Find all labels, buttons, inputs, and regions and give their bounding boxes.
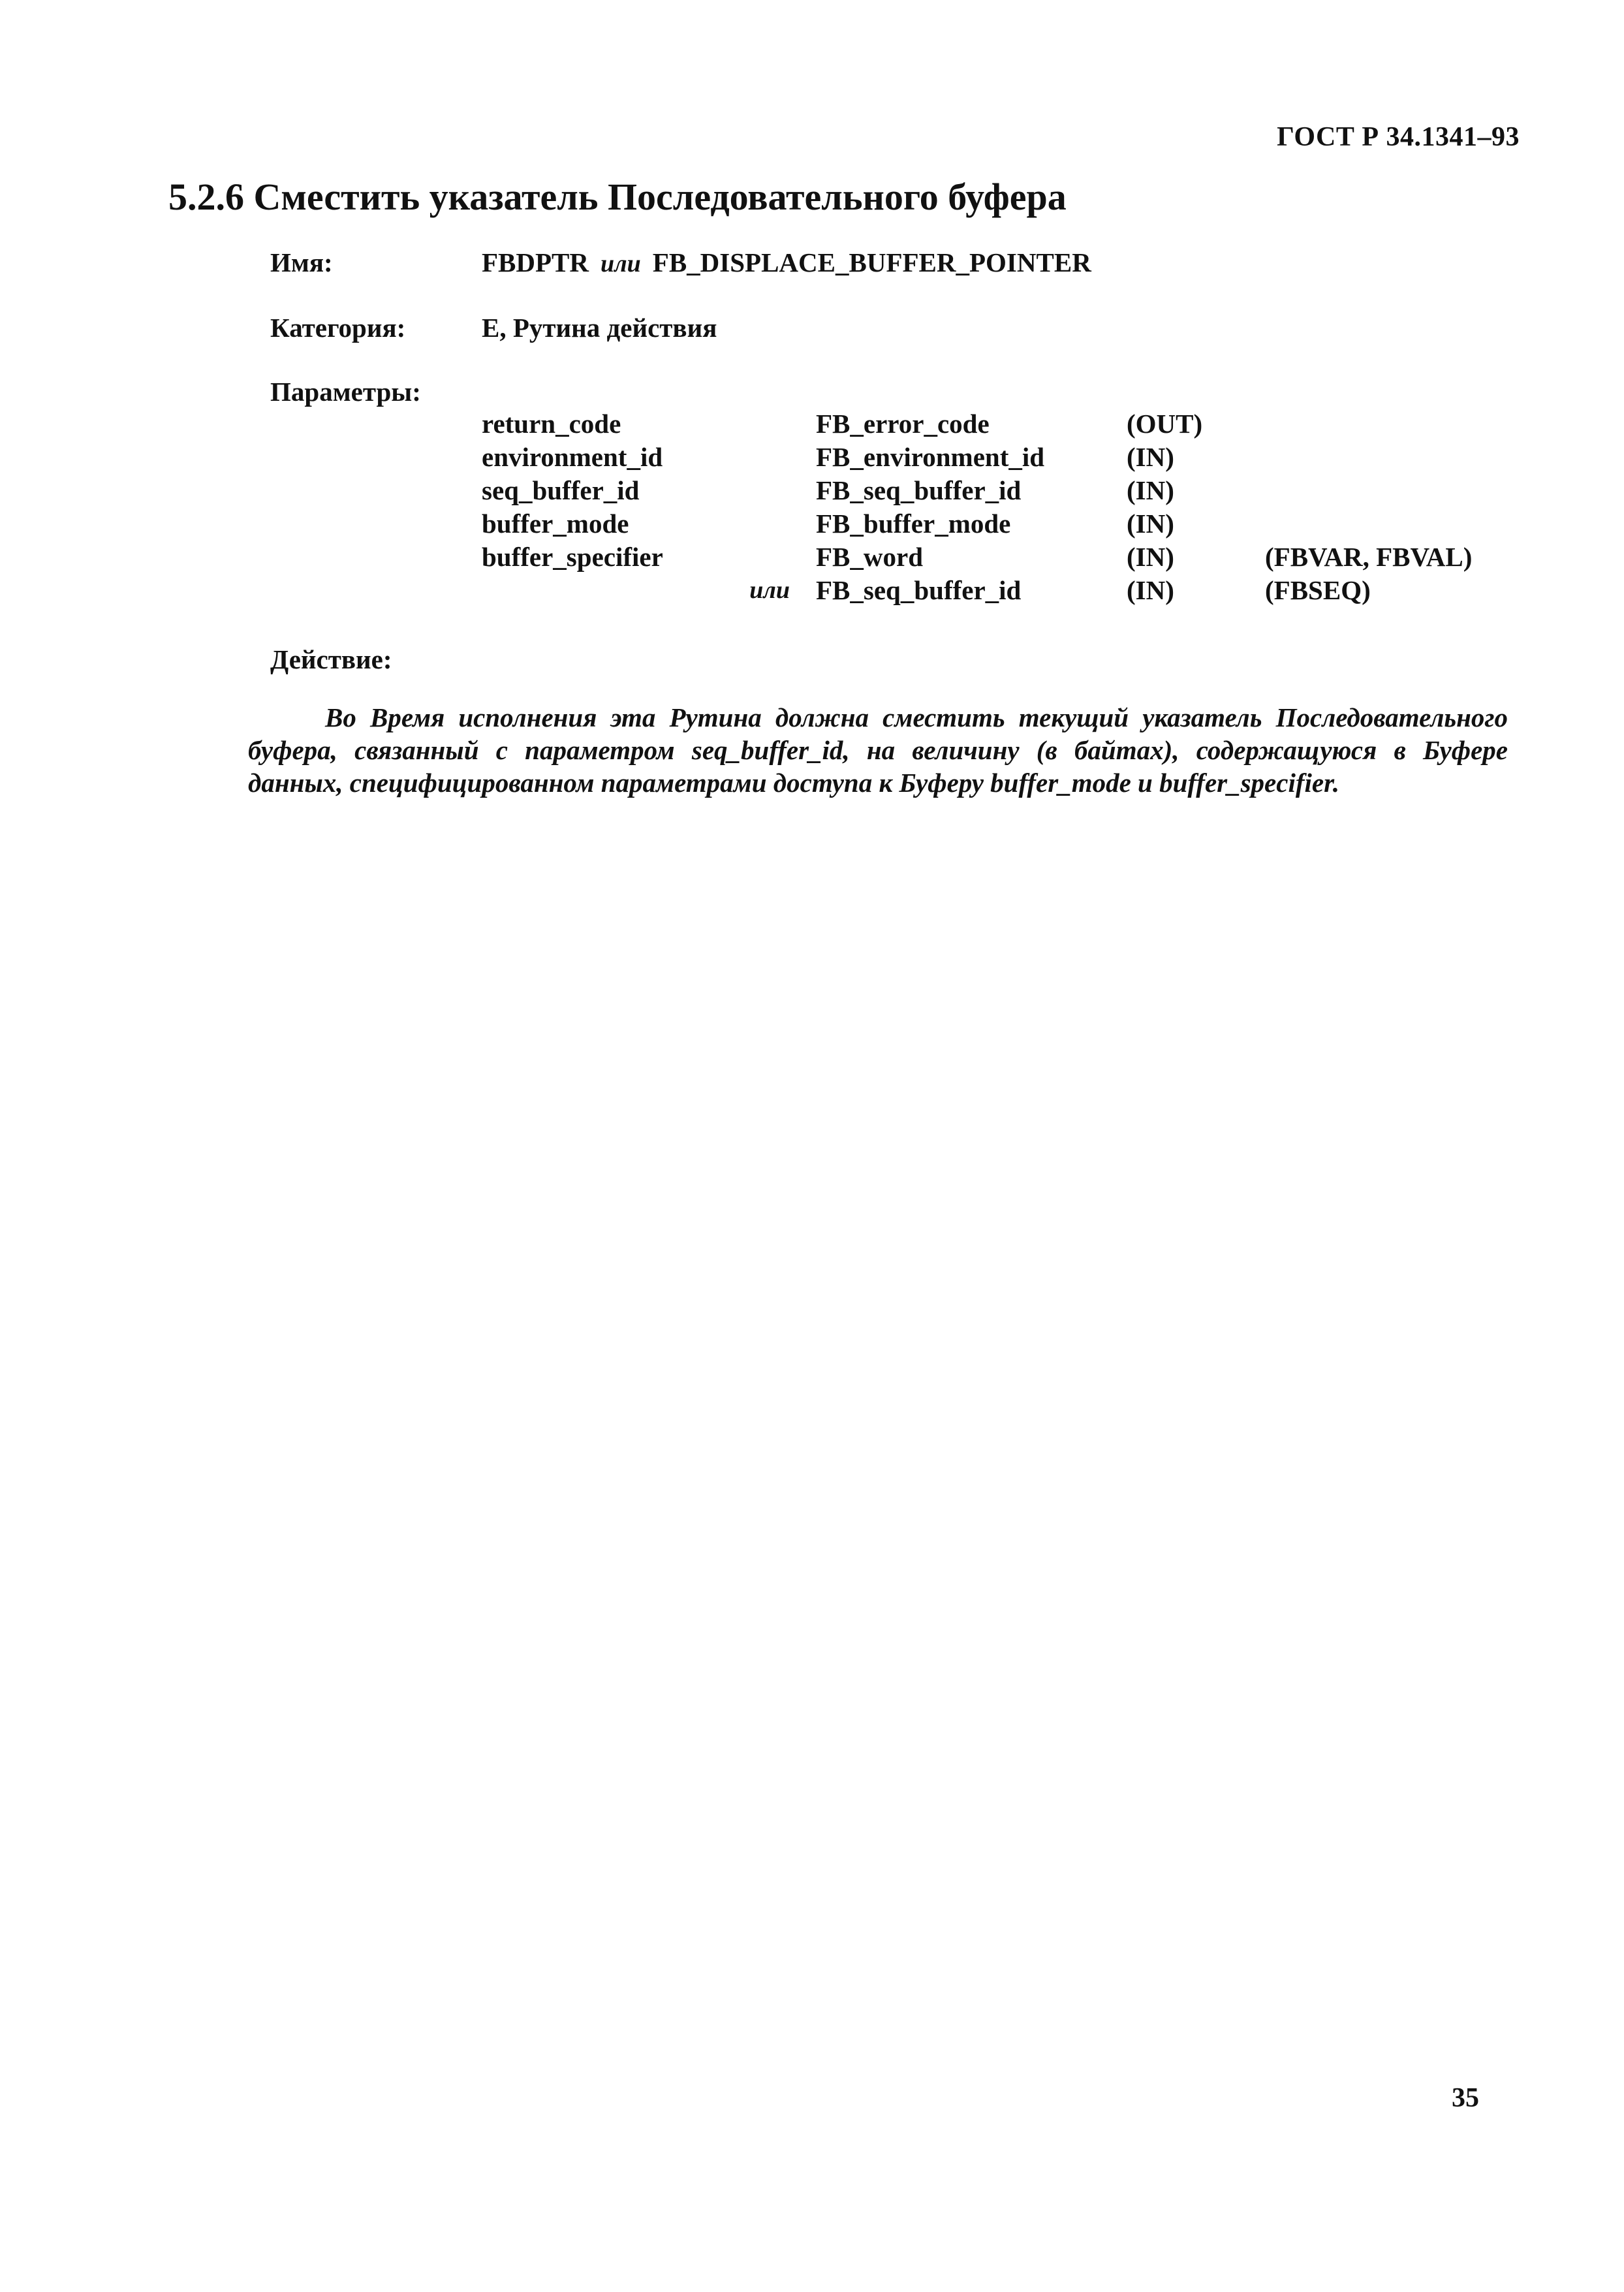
param-note (1265, 474, 1472, 507)
parameters-table (482, 407, 1472, 607)
short-name: FBDPTR (482, 247, 589, 277)
param-note (1265, 441, 1472, 474)
table-row (482, 407, 1472, 441)
param-name: buffer_specifier (482, 542, 663, 572)
action-line: данных, специфицированном параметрами доступа к Буферу buffer_mode и buffer_specifier. (248, 768, 1340, 798)
param-name: seq_buffer_id (482, 475, 640, 505)
param-name: buffer_mode (482, 509, 629, 539)
param-name: environment_id (482, 442, 663, 472)
param-type: FB_buffer_mode (816, 509, 1011, 539)
param-direction: (OUT) (1127, 409, 1203, 439)
action-description (248, 701, 1508, 799)
param-type: FB_seq_buffer_id (816, 475, 1022, 505)
table-row (482, 441, 1472, 474)
param-direction: (IN) (1127, 575, 1174, 605)
param-or (697, 407, 816, 441)
param-direction: (IN) (1127, 442, 1174, 472)
section-title: 5.2.6 Сместить указатель Последовательного буфера (168, 176, 1067, 218)
param-note (1265, 407, 1472, 441)
action-line: буфера, связанный с параметром seq_buffer_id, на величину (в байтах), содержащуюся в Буфере (248, 735, 1508, 765)
param-name: return_code (482, 409, 621, 439)
table-row (482, 474, 1472, 507)
long-name: FB_DISPLACE_BUFFER_POINTER (652, 247, 1091, 277)
table-row (482, 507, 1472, 541)
param-direction: (IN) (1127, 542, 1174, 572)
category-value: E, Рутина действия (482, 313, 717, 343)
param-note (1265, 507, 1472, 541)
table-row (482, 541, 1472, 574)
param-or (697, 441, 816, 474)
param-note: (FBSEQ) (1265, 575, 1371, 605)
or-word: или (601, 250, 641, 277)
param-name (482, 574, 697, 607)
table-row (482, 574, 1472, 607)
param-or: или (749, 576, 790, 604)
name-label: Имя: (270, 247, 333, 277)
page-number: 35 (1452, 2083, 1479, 2113)
param-direction: (IN) (1127, 509, 1174, 539)
category-label: Категория: (270, 313, 406, 343)
standard-number: ГОСТ Р 34.1341–93 (1277, 122, 1520, 152)
param-type: FB_environment_id (816, 442, 1045, 472)
param-note: (FBVAR, FBVAL) (1265, 542, 1473, 572)
parameters-label: Параметры: (270, 377, 421, 407)
param-or (697, 474, 816, 507)
param-type: FB_error_code (816, 409, 990, 439)
param-or (697, 541, 816, 574)
param-direction: (IN) (1127, 475, 1174, 505)
action-label: Действие: (270, 644, 392, 674)
param-type: FB_seq_buffer_id (816, 575, 1022, 605)
action-line: Во Время исполнения эта Рутина должна сместить текущий указатель Последовательного (325, 702, 1508, 732)
param-type: FB_word (816, 542, 923, 572)
name-value (482, 247, 1091, 278)
param-or (697, 507, 816, 541)
